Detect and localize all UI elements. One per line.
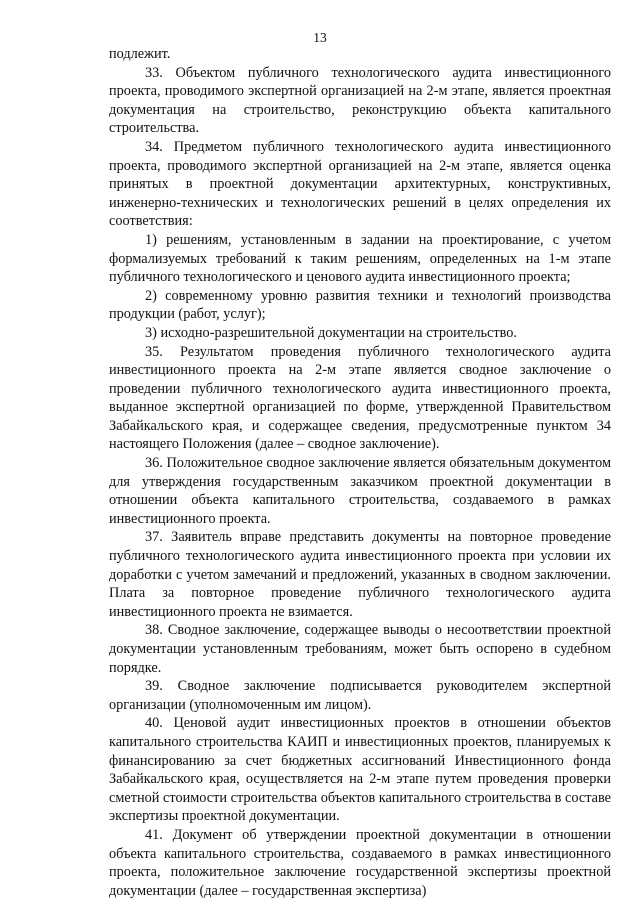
- paragraph-37: 37. Заявитель вправе представить документы на повторное проведение публичного технологического аудита инвестиционного проекта при условии их доработки с учетом замечаний и предложений, указанных в сводном заключении. Плата за повторное проведение публичного технологического аудита инвестиционного проекта не взимается.: [109, 529, 611, 620]
- paragraph-40: 40. Ценовой аудит инвестиционных проектов в отношении объектов капитального строительства КАИП и инвестиционных проектов, планируемых к финансированию за счет бюджетных ассигнований Инвестиционного фонда Забайкальского края, осуществляется на 2-м этапе путем проведения проверки сметной стоимости строительства объектов капитального строительства в составе экспертизы проектной документации.: [109, 715, 611, 825]
- paragraph-34-item-1: 1) решениям, установленным в задании на проектирование, с учетом формализуемых требований к таким решениям, определенных на 1-м этапе публичного технологического и ценового аудита инвестиционного проекта;: [109, 231, 611, 286]
- paragraph-41: 41. Документ об утверждении проектной документации в отношении объекта капитального строительства, создаваемого в рамках инвестиционного проекта, положительное заключение государственной экспертизы проектной документации (далее – государственная экспертиза): [109, 826, 611, 899]
- paragraph-35: 35. Результатом проведения публичного технологического аудита инвестиционного проекта на 2-м этапе является сводное заключение о проведении публичного технологического аудита инвестиционного проекта, выданное экспертной организацией по форме, утвержденной Правительством Забайкальского края, и содержащее сведения, предусмотренные пунктом 34 настоящего Положения (далее – сводное заключение).: [109, 343, 611, 453]
- paragraph-34: 34. Предметом публичного технологического аудита инвестиционного проекта, проводимого экспертной организацией на 2-м этапе, является оценка принятых в проектной документации архитектурных, конструктивных, инженерно-технических и технологических решений в целях определения их соответствия:: [109, 138, 611, 230]
- paragraph-34-item-2: 2) современному уровню развития техники и технологий производства продукции (работ, услуг);: [109, 287, 611, 323]
- paragraph-36: 36. Положительное сводное заключение является обязательным документом для утверждения государственным заказчиком проектной документации в отношении объекта капитального строительства, создаваемого в рамках инвестиционного проекта.: [109, 455, 611, 527]
- page-body: [109, 45, 611, 900]
- paragraph-38: 38. Сводное заключение, содержащее выводы о несоответствии проектной документации установленным требованиям, может быть оспорено в судебном порядке.: [109, 622, 611, 676]
- paragraph-39: 39. Сводное заключение подписывается руководителем экспертной организации (уполномоченным им лицом).: [109, 678, 611, 713]
- paragraph-33: 33. Объектом публичного технологического аудита инвестиционного проекта, проводимого экспертной организацией на 2-м этапе, является проектная документация на строительство, реконструкцию объекта капитального строительства.: [109, 64, 611, 137]
- paragraph-continuation: подлежит.: [109, 46, 171, 62]
- page-number: 13: [313, 30, 327, 45]
- paragraph-34-item-3: 3) исходно-разрешительной документации на строительство.: [145, 324, 518, 341]
